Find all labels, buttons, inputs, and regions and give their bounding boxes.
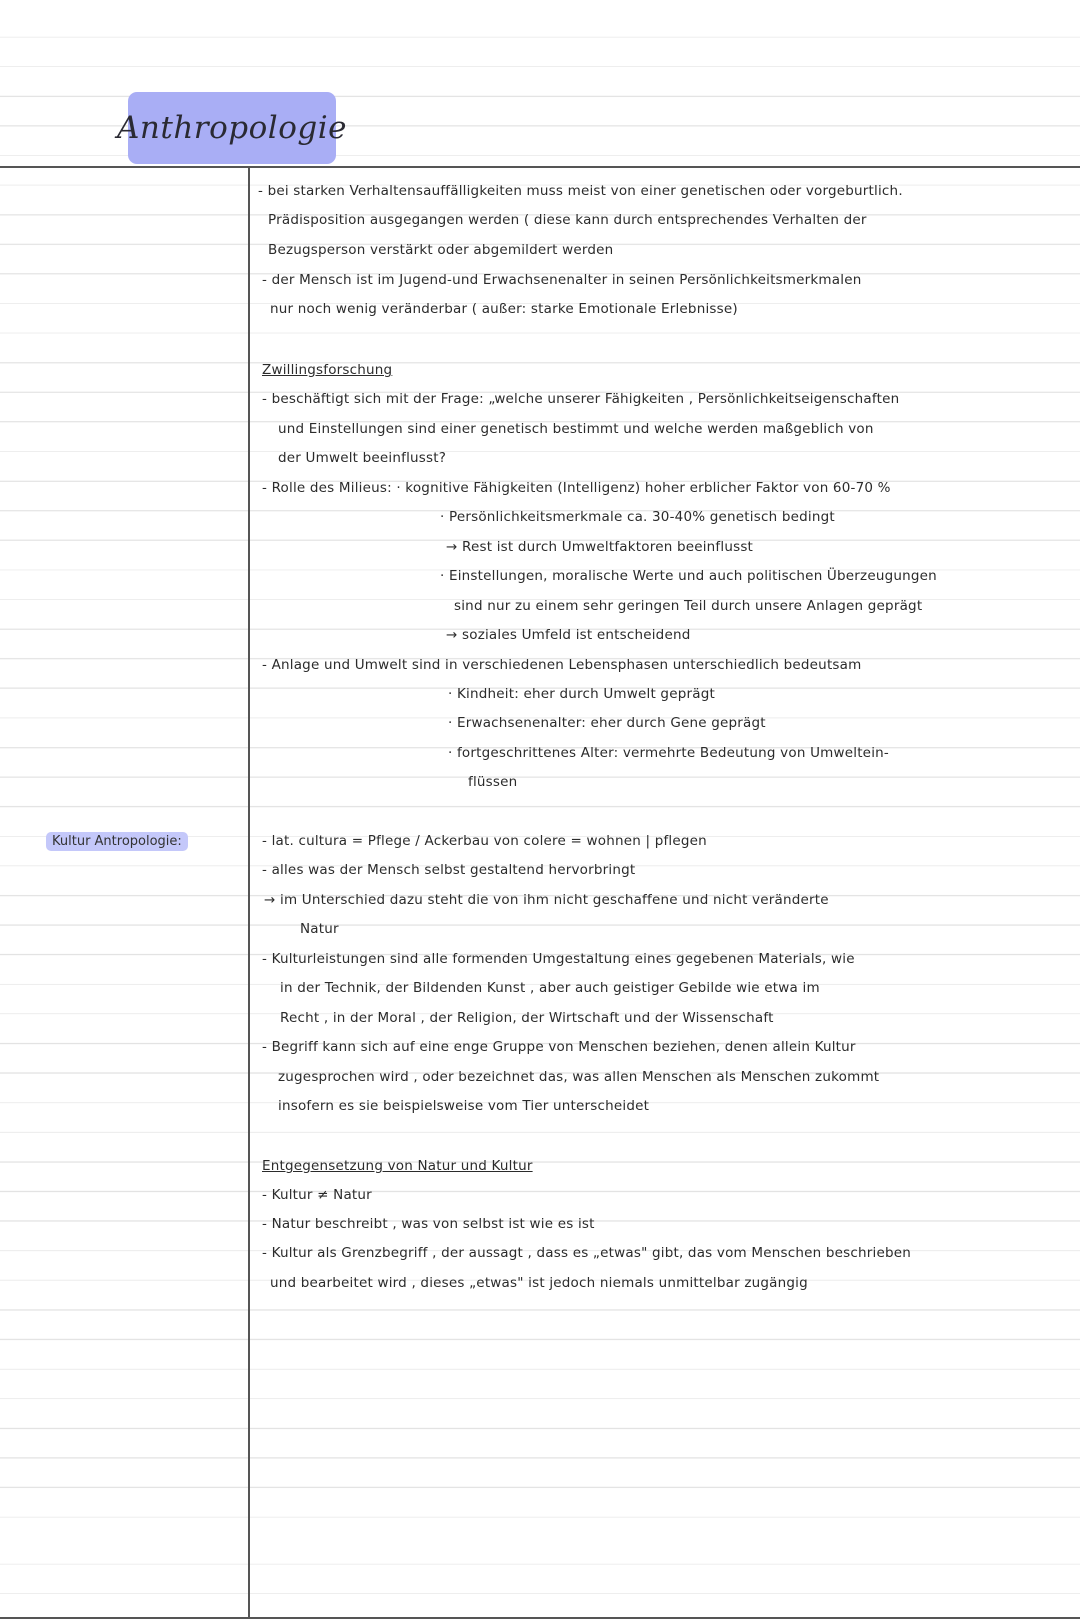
- note-line: - Natur beschreibt , was von selbst ist wie es ist: [262, 1216, 595, 1232]
- note-line: sind nur zu einem sehr geringen Teil durch unsere Anlagen geprägt: [454, 598, 923, 614]
- note-line: - alles was der Mensch selbst gestaltend hervorbringt: [262, 862, 636, 878]
- note-line: der Umwelt beeinflusst?: [278, 450, 447, 466]
- note-line: · Persönlichkeitsmerkmale ca. 30-40% genetisch bedingt: [440, 509, 835, 525]
- note-line: · Kindheit: eher durch Umwelt geprägt: [448, 686, 715, 702]
- note-line: flüssen: [468, 774, 518, 790]
- section-heading: Zwillingsforschung: [262, 362, 393, 378]
- section-heading: Entgegensetzung von Natur und Kultur: [262, 1158, 533, 1174]
- margin-rule: [248, 166, 250, 1618]
- note-line: → im Unterschied dazu steht die von ihm nicht geschaffene und nicht veränderte: [264, 892, 829, 908]
- title-badge: [117, 92, 347, 164]
- note-line: zugesprochen wird , oder bezeichnet das, was allen Menschen als Menschen zukommt: [278, 1069, 880, 1085]
- note-line: - Anlage und Umwelt sind in verschiedenen Lebensphasen unterschiedlich bedeutsam: [262, 657, 862, 673]
- note-line: Prädisposition ausgegangen werden ( diese kann durch entsprechendes Verhalten der: [268, 212, 867, 228]
- note-line: und Einstellungen sind einer genetisch bestimmt und welche werden maßgeblich von: [278, 421, 874, 437]
- note-line: · Erwachsenenalter: eher durch Gene geprägt: [448, 715, 766, 731]
- note-line: → soziales Umfeld ist entscheidend: [446, 627, 691, 643]
- note-line: nur noch wenig veränderbar ( außer: starke Emotionale Erlebnisse): [270, 301, 738, 317]
- note-line: - Kulturleistungen sind alle formenden Umgestaltung eines gegebenen Materials, wie: [262, 951, 855, 967]
- header-rule: [0, 166, 1080, 168]
- note-line: - Kultur als Grenzbegriff , der aussagt , dass es „etwas" gibt, das vom Menschen beschrieben: [262, 1245, 911, 1261]
- note-line: - lat. cultura = Pflege / Ackerbau von colere = wohnen | pflegen: [262, 833, 707, 849]
- note-line: - der Mensch ist im Jugend-und Erwachsenenalter in seinen Persönlichkeitsmerkmalen: [262, 272, 862, 288]
- note-line: - Begriff kann sich auf eine enge Gruppe von Menschen beziehen, denen allein Kultur: [262, 1039, 856, 1055]
- note-line: · Einstellungen, moralische Werte und auch politischen Überzeugungen: [440, 568, 937, 584]
- note-line: Bezugsperson verstärkt oder abgemildert werden: [268, 242, 614, 258]
- side-label: Kultur Antropologie:: [46, 832, 188, 851]
- note-line: - Kultur ≠ Natur: [262, 1187, 372, 1203]
- note-line: · fortgeschrittenes Alter: vermehrte Bedeutung von Umweltein-: [448, 745, 889, 761]
- note-line: Recht , in der Moral , der Religion, der Wirtschaft und der Wissenschaft: [280, 1010, 774, 1026]
- page-title: Anthropologie: [117, 110, 347, 146]
- note-line: - beschäftigt sich mit der Frage: „welche unserer Fähigkeiten , Persönlichkeitseigenschaften: [262, 391, 900, 407]
- note-line: - bei starken Verhaltensauffälligkeiten muss meist von einer genetischen oder vorgeburtlich.: [258, 183, 903, 199]
- note-line: insofern es sie beispielsweise vom Tier unterscheidet: [278, 1098, 650, 1114]
- note-line: und bearbeitet wird , dieses „etwas" ist jedoch niemals unmittelbar zugängig: [270, 1275, 808, 1291]
- note-line: Natur: [300, 921, 339, 937]
- note-line: → Rest ist durch Umweltfaktoren beeinflusst: [446, 539, 754, 555]
- note-line: in der Technik, der Bildenden Kunst , aber auch geistiger Gebilde wie etwa im: [280, 980, 820, 996]
- note-line: - Rolle des Milieus: · kognitive Fähigkeiten (Intelligenz) hoher erblicher Faktor von 60-70 %: [262, 480, 891, 496]
